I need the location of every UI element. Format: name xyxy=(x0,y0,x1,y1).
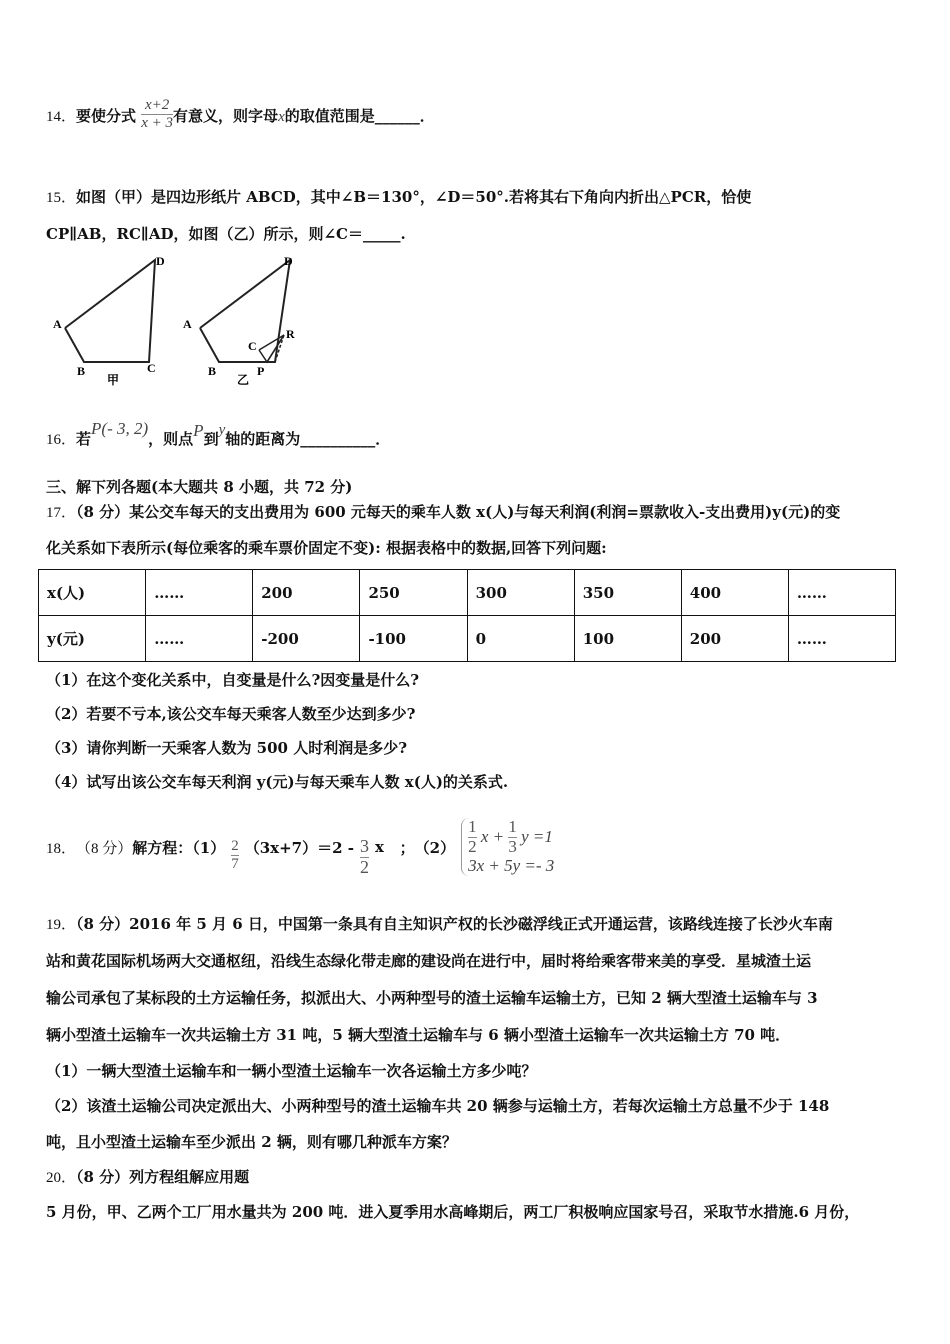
table-row-y xyxy=(39,616,896,662)
quadrilateral-figures xyxy=(45,250,305,390)
caption-jia: 甲 xyxy=(107,373,120,387)
table-cell: 400 xyxy=(681,570,788,616)
numerator: 2 xyxy=(231,838,239,854)
numerator: 1 xyxy=(508,816,517,836)
q18-text3: ； （2） xyxy=(399,838,456,857)
q17-text: （8 分）某公交车每天的支出费用为 600 元每天的乘车人数 x(人)与每天利润(利润=票款收入-支出费用)y(元)的变 xyxy=(76,503,841,521)
eq1-part: x + xyxy=(480,827,505,846)
table-cell: …… xyxy=(788,616,895,662)
label-b: B xyxy=(77,364,86,378)
question-19-line1 xyxy=(46,913,833,934)
section-heading: 三、解下列各题(本大题共 8 小题，共 72 分) xyxy=(46,478,353,496)
equation-system xyxy=(461,818,554,876)
q17-sub-2: （2）若要不亏本,该公交车每天乘客人数至少达到多少? xyxy=(46,705,416,723)
question-19-line4: 辆小型渣土运输车一次共运输土方 31 吨，5 辆大型渣土运输车与 6 辆小型渣土运输车一次共运输土方 70 吨． xyxy=(46,1026,791,1044)
table-cell: x(人) xyxy=(39,570,146,616)
var-y: y xyxy=(218,422,226,438)
q19-sub-1: （1）一辆大型渣土运输车和一辆小型渣土运输车一次各运输土方多少吨？ xyxy=(46,1062,537,1080)
numerator: 1 xyxy=(468,816,477,836)
q16-text2: ，则点 xyxy=(148,430,194,448)
q20-title: （8 分）列方程组解应用题 xyxy=(76,1168,250,1186)
q-number: 17． xyxy=(46,505,77,521)
denominator: x + 3 xyxy=(141,114,174,131)
equation-1 xyxy=(468,818,554,856)
label-r: R xyxy=(286,327,295,341)
q16-text4: 轴的距离为__________． xyxy=(225,430,391,448)
q15-text: 如图（甲）是四边形纸片 ABCD，其中∠B＝130°，∠D＝50°.若将其右下角向内折出△PCR，恰使 xyxy=(76,188,752,206)
fraction-3-2 xyxy=(360,837,369,878)
q-number: 15． xyxy=(46,190,77,206)
label-c: C xyxy=(147,361,156,375)
table-cell: 250 xyxy=(360,570,467,616)
question-20-line1: 5 月份，甲、乙两个工厂用水量共为 200 吨．进入夏季用水高峰期后，两工厂积极响应国家号召，采取节水措施.6 月份， xyxy=(46,1203,860,1221)
table-cell: 0 xyxy=(467,616,574,662)
equation-2: 3x + 5y =- 3 xyxy=(468,856,555,876)
table-cell: -200 xyxy=(253,616,360,662)
q-number: 14． xyxy=(46,109,77,125)
q14-text2: 有意义，则字母 xyxy=(173,107,279,125)
figure-jia xyxy=(65,260,155,362)
label-a: A xyxy=(53,317,62,331)
q-number: 19． xyxy=(46,917,77,933)
question-17-line2: 化关系如下表所示(每位乘客的乘车票价固定不变): 根据表格中的数据,回答下列问题: xyxy=(46,539,607,557)
table-cell: 300 xyxy=(467,570,574,616)
caption-yi: 乙 xyxy=(237,373,250,387)
var-p: P xyxy=(193,421,204,440)
denominator: 2 xyxy=(468,836,477,856)
q-number: 20． xyxy=(46,1170,77,1186)
question-18 xyxy=(46,812,554,882)
q17-sub-3: （3）请你判断一天乘客人数为 500 人时利润是多少? xyxy=(46,739,407,757)
question-19-line2: 站和黄花国际机场两大交通枢纽，沿线生态绿化带走廊的建设尚在进行中，届时将给乘客带来美的享受．星城渣土运 xyxy=(46,952,812,970)
denominator: 7 xyxy=(231,855,239,872)
label-p: P xyxy=(257,364,265,378)
q14-text3: 的取值范围是______． xyxy=(284,107,435,125)
table-cell: …… xyxy=(788,570,895,616)
table-cell: 200 xyxy=(681,616,788,662)
table-cell: …… xyxy=(146,616,253,662)
question-19-line3: 输公司承包了某标段的土方运输任务，拟派出大、小两种型号的渣土运输车运输土方，已知 2 辆大型渣土运输车与 3 xyxy=(46,989,818,1007)
fraction xyxy=(141,97,173,131)
q17-sub-4: （4）试写出该公交车每天利润 y(元)与每天乘车人数 x(人)的关系式. xyxy=(46,773,509,791)
question-15-line1 xyxy=(46,186,751,207)
label-d: D xyxy=(284,254,293,268)
table-cell: y(元) xyxy=(39,616,146,662)
table-cell: -100 xyxy=(360,616,467,662)
q19-text: （8 分）2016 年 5 月 6 日，中国第一条具有自主知识产权的长沙磁浮线正式开通运营，该路线连接了长沙火车南 xyxy=(76,915,833,933)
label-b: B xyxy=(208,364,217,378)
denominator: 2 xyxy=(360,856,370,877)
table-cell: …… xyxy=(146,570,253,616)
table-row-x xyxy=(39,570,896,616)
q19-sub-2: （2）该渣土运输公司决定派出大、小两种型号的渣土运输车共 20 辆参与运输土方，若每次运输土方总量不少于 148 xyxy=(46,1097,830,1115)
var-x: x xyxy=(375,838,384,856)
q14-text: 要使分式 xyxy=(76,107,137,125)
fraction-1-2 xyxy=(468,818,477,856)
q17-sub-1: （1）在这个变化关系中，自变量是什么?因变量是什么? xyxy=(46,671,420,689)
question-16 xyxy=(46,419,391,449)
score: （8 分） xyxy=(76,840,133,857)
table-cell: 350 xyxy=(574,570,681,616)
eq1-part2: y =1 xyxy=(521,827,553,846)
label-a: A xyxy=(183,317,192,331)
label-d: D xyxy=(156,254,165,268)
numerator: 3 xyxy=(360,835,370,856)
fraction-1-3 xyxy=(508,818,517,856)
q-number: 16． xyxy=(46,432,77,448)
question-17-line1 xyxy=(46,501,840,522)
point-p: P(- 3, 2) xyxy=(91,419,149,438)
table-cell: 200 xyxy=(253,570,360,616)
question-15-line2: CP∥AB，RC∥AD，如图（乙）所示，则∠C＝_____. xyxy=(46,225,406,243)
question-14 xyxy=(46,97,435,134)
q-number: 18． xyxy=(46,840,77,857)
numerator: x+2 xyxy=(145,97,170,113)
table-cell: 100 xyxy=(574,616,681,662)
denominator: 3 xyxy=(508,836,517,856)
q19-sub-2-cont: 吨，且小型渣土运输车至少派出 2 辆，则有哪几种派车方案？ xyxy=(46,1133,457,1151)
var-x: x xyxy=(278,109,285,125)
fraction-2-7 xyxy=(231,838,239,872)
data-table xyxy=(38,569,896,662)
q16-text3: 到 xyxy=(203,430,219,448)
q18-text2: （3x+7）＝2 - xyxy=(244,838,355,857)
question-20-title xyxy=(46,1166,249,1187)
q16-text: 若 xyxy=(76,430,92,448)
q18-text: 解方程：（1） xyxy=(132,838,226,857)
label-c: C xyxy=(248,339,257,353)
